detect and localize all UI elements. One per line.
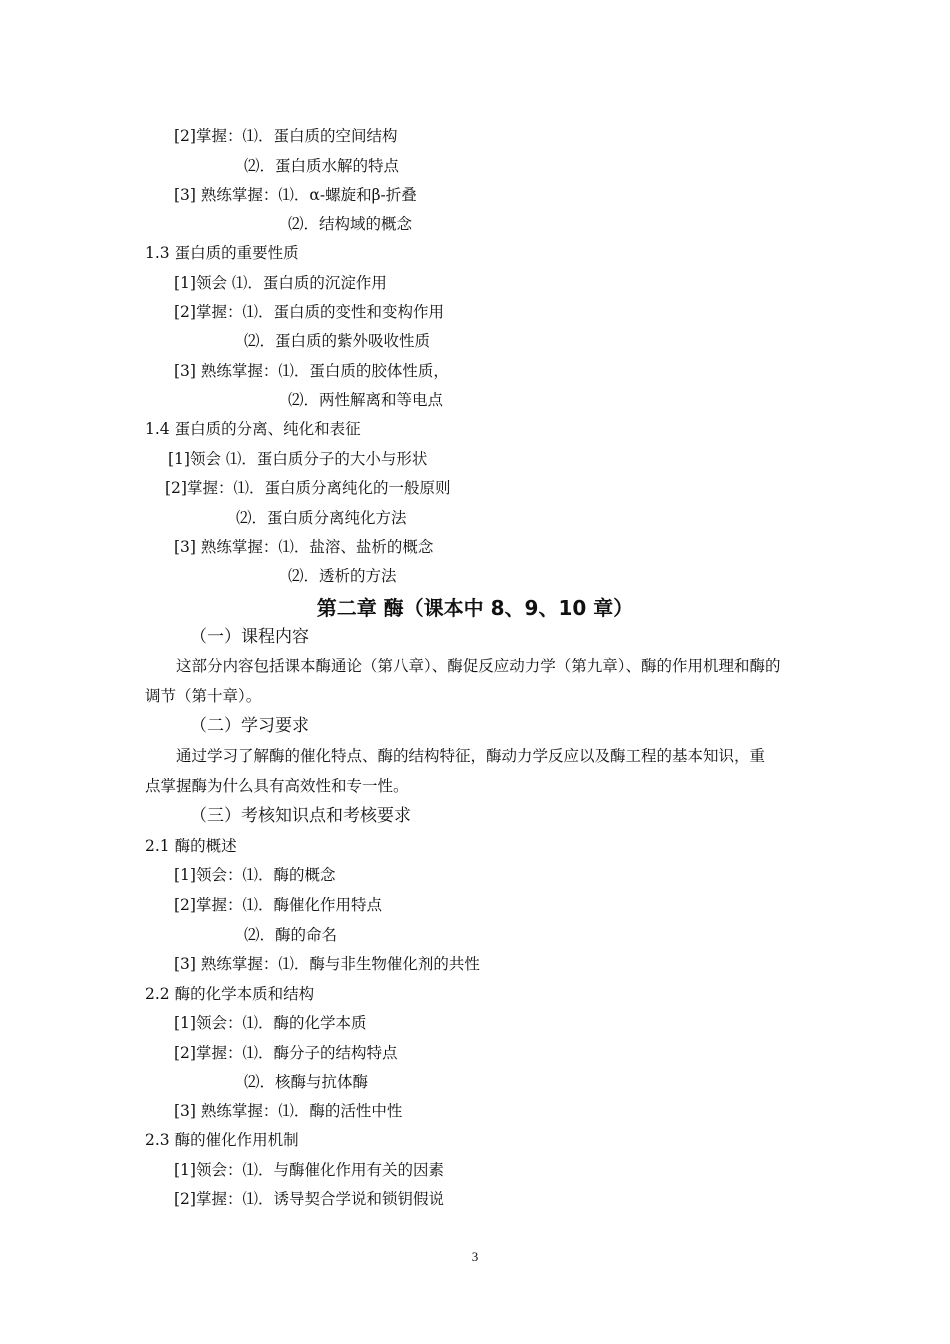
outline-line: ⑵．蛋白质的紫外吸收性质	[244, 332, 431, 350]
outline-line: [2]掌握：⑴．蛋白质的变性和变构作用	[174, 303, 444, 321]
outline-line: ⑵．蛋白质分离纯化方法	[236, 509, 407, 527]
page-number: 3	[471, 1249, 479, 1264]
outline-line: [3] 熟练掌握：⑴．盐溶、盐析的概念	[174, 538, 434, 556]
outline-line: [3] 熟练掌握：⑴．酶与非生物催化剂的共性	[174, 955, 480, 973]
outline-line: [3] 熟练掌握：⑴．蛋白质的胶体性质，	[174, 362, 449, 380]
section-heading-1-3: 1.3 蛋白质的重要性质	[145, 244, 299, 262]
outline-line: [1]领会 ⑴．蛋白质分子的大小与形状	[168, 450, 428, 468]
outline-line: ⑵．结构域的概念	[288, 215, 413, 233]
paragraph-line: 这部分内容包括课本酶通论（第八章）、酶促反应动力学（第九章）、酶的作用机理和酶的	[176, 657, 781, 675]
outline-line: [1]领会：⑴．与酶催化作用有关的因素	[174, 1161, 444, 1179]
outline-line: [2]掌握：⑴．诱导契合学说和锁钥假说	[174, 1190, 444, 1208]
chapter-title: 第二章 酶（课本中 8、9、10 章）	[316, 596, 634, 620]
outline-line: [3] 熟练掌握：⑴．酶的活性中性	[174, 1102, 403, 1120]
outline-line: ⑵．核酶与抗体酶	[244, 1073, 369, 1091]
section-heading: （二）学习要求	[190, 716, 309, 736]
outline-line: [2]掌握：⑴．蛋白质的空间结构	[174, 127, 398, 145]
outline-line: [1]领会 ⑴．蛋白质的沉淀作用	[174, 274, 387, 292]
outline-line: [2]掌握：⑴．蛋白质分离纯化的一般原则	[165, 479, 451, 497]
outline-line: [1]领会：⑴．酶的概念	[174, 866, 336, 884]
outline-line: [2]掌握：⑴．酶分子的结构特点	[174, 1044, 398, 1062]
paragraph-line: 通过学习了解酶的催化特点、酶的结构特征，酶动力学反应以及酶工程的基本知识，重	[176, 747, 766, 765]
outline-line: ⑵．透析的方法	[288, 567, 397, 585]
outline-line: [3] 熟练掌握：⑴．α-螺旋和β-折叠	[174, 186, 417, 204]
paragraph-line: 点掌握酶为什么具有高效性和专一性。	[145, 777, 409, 795]
section-heading: （三）考核知识点和考核要求	[190, 806, 411, 826]
section-heading-1-4: 1.4 蛋白质的分离、纯化和表征	[145, 420, 361, 438]
section-heading-2-1: 2.1 酶的概述	[145, 837, 237, 855]
section-heading-2-3: 2.3 酶的催化作用机制	[145, 1131, 299, 1149]
outline-line: [2]掌握：⑴．酶催化作用特点	[174, 896, 382, 914]
paragraph-line: 调节（第十章）。	[145, 687, 262, 705]
section-heading: （一）课程内容	[190, 627, 309, 647]
section-heading-2-2: 2.2 酶的化学本质和结构	[145, 985, 315, 1003]
outline-line: ⑵．两性解离和等电点	[288, 391, 444, 409]
outline-line: [1]领会：⑴．酶的化学本质	[174, 1014, 367, 1032]
outline-line: ⑵．蛋白质水解的特点	[244, 157, 400, 175]
outline-line: ⑵．酶的命名	[244, 926, 338, 944]
